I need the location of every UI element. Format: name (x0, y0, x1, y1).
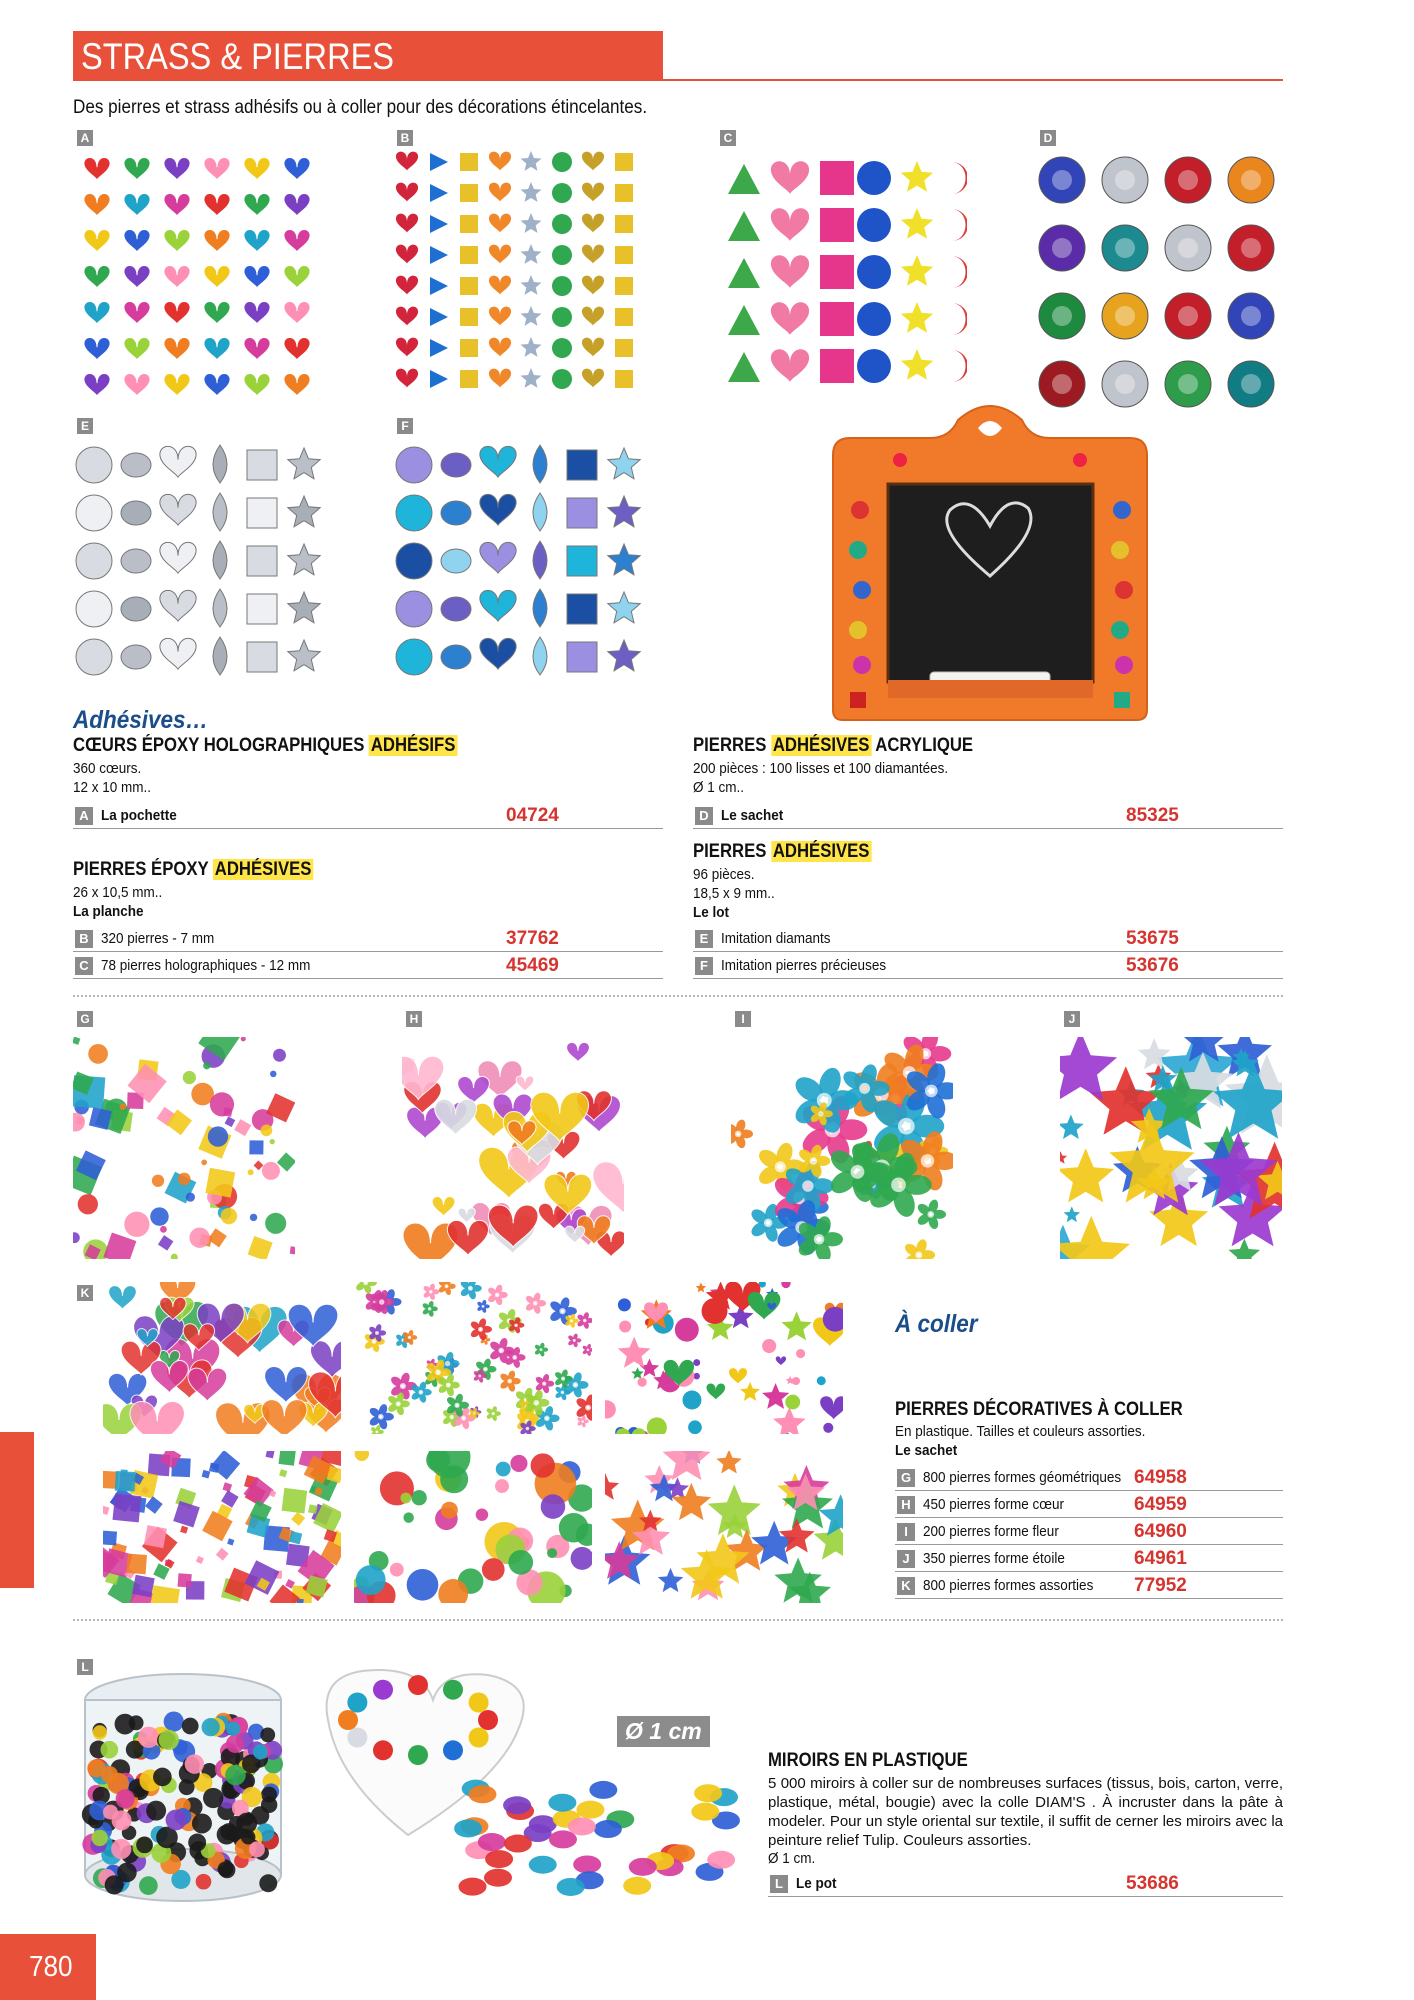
heart-gem (84, 230, 110, 253)
row-label: 78 pierres holographiques - 12 mm (101, 957, 311, 974)
title-epoxy (73, 859, 313, 881)
heart-gem (204, 266, 230, 289)
divider-2 (73, 1619, 1283, 1621)
row-j (895, 1545, 1283, 1572)
row-letter: E (695, 930, 713, 948)
heart-gem (284, 374, 310, 397)
row-letter: B (75, 930, 93, 948)
row-letter: G (897, 1469, 915, 1487)
row-b (73, 925, 663, 952)
side-tab (0, 1432, 34, 1588)
letter-i: I (735, 1011, 751, 1027)
desc-adhesives96-2: 18,5 x 9 mm.. (693, 885, 775, 902)
title-decoratives: PIERRES DÉCORATIVES À COLLER (895, 1399, 1183, 1420)
letter-c: C (720, 130, 736, 146)
letter-g: G (77, 1011, 93, 1027)
divider-1 (73, 995, 1283, 997)
desc-decoratives-1: En plastique. Tailles et couleurs assorties. (895, 1423, 1146, 1440)
product-code: 45469 (506, 955, 559, 976)
row-label: 350 pierres forme étoile (923, 1550, 1065, 1567)
heart-gem (284, 266, 310, 289)
intro-text: Des pierres et strass adhésifs ou à coller pour des décorations étincelantes. (73, 97, 648, 118)
row-label: Imitation pierres précieuses (721, 957, 887, 974)
product-code: 53675 (1126, 928, 1179, 949)
heart-gem (164, 194, 190, 217)
heart-gem (284, 194, 310, 217)
desc-coeurs-2: 12 x 10 mm.. (73, 779, 152, 796)
letter-e: E (77, 418, 93, 434)
desc-adhesives96-1: 96 pièces. (693, 866, 755, 883)
page-title: STRASS & PIERRES (81, 36, 395, 77)
heart-gem (124, 230, 150, 253)
heart-gem (244, 230, 270, 253)
photo-k-assortis (605, 1282, 843, 1434)
heart-gem (204, 302, 230, 325)
photo-ardoise (830, 400, 1150, 725)
desc-coeurs-1: 360 cœurs. (73, 760, 142, 777)
heart-gem (84, 158, 110, 181)
desc-miroirs-2: Ø 1 cm. (768, 1850, 816, 1867)
row-label: 800 pierres formes assorties (923, 1577, 1094, 1594)
row-letter: L (770, 1875, 788, 1893)
row-h (895, 1491, 1283, 1518)
row-letter: C (75, 957, 93, 975)
row-f (693, 952, 1283, 979)
heart-gem (244, 374, 270, 397)
heart-gem (84, 302, 110, 325)
product-code: 37762 (506, 928, 559, 949)
heart-gem (204, 158, 230, 181)
photo-geometriques-g (73, 1037, 295, 1259)
letter-k: K (77, 1285, 93, 1301)
photo-coeurs-h (402, 1037, 624, 1259)
heart-gem (164, 230, 190, 253)
row-letter: H (897, 1496, 915, 1514)
heart-gem (164, 158, 190, 181)
decoratives-table (895, 1464, 1283, 1599)
product-code: 85325 (1126, 805, 1179, 826)
heart-gem (124, 302, 150, 325)
desc-decoratives-2: Le sachet (895, 1442, 958, 1459)
letter-j: J (1064, 1011, 1080, 1027)
heart-gem (284, 338, 310, 361)
section-a-coller: À coller (895, 1310, 978, 1338)
photo-pierres-b (395, 150, 650, 405)
title-bar (73, 31, 663, 81)
photo-etoiles-j (1060, 1037, 1282, 1259)
title-coeurs (73, 735, 457, 757)
row-k (895, 1572, 1283, 1599)
product-code: 64959 (1134, 1494, 1187, 1515)
title-adhesives96-main: PIERRES (693, 841, 767, 862)
photo-k-coeurs (103, 1282, 341, 1434)
title-adhesives96-hl: ADHÉSIVES (772, 841, 870, 862)
title-epoxy-hl: ADHÉSIVES (214, 859, 312, 880)
row-label: 450 pierres forme cœur (923, 1496, 1065, 1513)
desc-acrylique-2: Ø 1 cm.. (693, 779, 745, 796)
photo-k-fleurs (354, 1282, 592, 1434)
heart-gem (284, 158, 310, 181)
row-label: 200 pierres forme fleur (923, 1523, 1059, 1540)
heart-gem (284, 230, 310, 253)
row-l (768, 1870, 1283, 1897)
row-label: La pochette (101, 807, 177, 824)
row-label: Imitation diamants (721, 930, 831, 947)
row-label: 800 pierres formes géométriques (923, 1469, 1122, 1486)
heart-gem (204, 338, 230, 361)
photo-k-etoiles (605, 1451, 843, 1603)
photo-pierres-c (712, 150, 967, 405)
letter-h: H (406, 1011, 422, 1027)
heart-gem (244, 266, 270, 289)
title-coeurs-hl: ADHÉSIFS (370, 735, 456, 756)
row-letter: D (695, 807, 713, 825)
heart-gem (164, 302, 190, 325)
page-number: 780 (29, 1951, 73, 1983)
row-letter: K (897, 1577, 915, 1595)
row-c (73, 952, 663, 979)
heart-gem (84, 338, 110, 361)
section-adhesives: Adhésives… (73, 706, 209, 734)
row-g (895, 1464, 1283, 1491)
photo-precieuses-f (392, 440, 647, 690)
photo-pierres-d (1030, 150, 1290, 415)
heart-gem (84, 194, 110, 217)
heart-gem (124, 158, 150, 181)
title-miroirs: MIROIRS EN PLASTIQUE (768, 1750, 968, 1771)
title-coeurs-main: CŒURS ÉPOXY HOLOGRAPHIQUES (73, 735, 365, 756)
heart-gem (124, 266, 150, 289)
photo-k-carres (103, 1451, 341, 1603)
desc-miroirs: 5 000 miroirs à coller sur de nombreuses surfaces (tissus, bois, carton, verre, plastique, métal, bougie) avec la colle DIAM'S . À incruster dans la pâte à modeler. Pour un style oriental sur textile, il suffit de cerner les miroirs avec la peinture relief Tulip. Couleurs assorties. (768, 1775, 1283, 1849)
photo-miroirs (78, 1660, 748, 1910)
row-letter: I (897, 1523, 915, 1541)
heart-gem (124, 374, 150, 397)
page-number-box (0, 1934, 96, 2000)
diameter-badge: Ø 1 cm (617, 1716, 710, 1747)
title-acrylique-main: PIERRES (693, 735, 767, 756)
row-i (895, 1518, 1283, 1545)
product-code: 04724 (506, 805, 559, 826)
letter-l: L (77, 1659, 93, 1675)
heart-gem (244, 302, 270, 325)
photo-k-ronds (354, 1451, 592, 1603)
desc-acrylique-1: 200 pièces : 100 lisses et 100 diamantées. (693, 760, 949, 777)
row-letter: F (695, 957, 713, 975)
product-code: 53686 (1126, 1873, 1179, 1894)
product-code: 53676 (1126, 955, 1179, 976)
heart-gem (204, 194, 230, 217)
letter-b: B (397, 130, 413, 146)
product-code: 64960 (1134, 1521, 1187, 1542)
heart-gem (204, 374, 230, 397)
row-label: Le pot (796, 1875, 837, 1892)
row-label: Le sachet (721, 807, 784, 824)
row-letter: J (897, 1550, 915, 1568)
photo-fleurs-i (731, 1037, 953, 1259)
letter-f: F (397, 418, 413, 434)
title-epoxy-main: PIERRES ÉPOXY (73, 859, 209, 880)
heart-gem (164, 338, 190, 361)
heart-gem (164, 266, 190, 289)
desc-epoxy-1: 26 x 10,5 mm.. (73, 884, 163, 901)
row-letter: A (75, 807, 93, 825)
heart-gem (244, 338, 270, 361)
photo-coeurs-a (77, 150, 327, 405)
row-a (73, 802, 663, 829)
desc-epoxy-2: La planche (73, 903, 144, 920)
photo-diamants-e (72, 440, 327, 690)
title-rule (663, 79, 1283, 81)
title-acrylique-end: ACRYLIQUE (875, 735, 974, 756)
row-e (693, 925, 1283, 952)
heart-gem (244, 194, 270, 217)
heart-gem (84, 374, 110, 397)
heart-gem (84, 266, 110, 289)
heart-gem (244, 158, 270, 181)
letter-d: D (1040, 130, 1056, 146)
title-acrylique-hl: ADHÉSIVES (772, 735, 870, 756)
heart-gem (284, 302, 310, 325)
heart-gem (164, 374, 190, 397)
product-code: 64958 (1134, 1467, 1187, 1488)
product-code: 64961 (1134, 1548, 1187, 1569)
product-code: 77952 (1134, 1575, 1187, 1596)
row-label: 320 pierres - 7 mm (101, 930, 215, 947)
heart-gem (124, 194, 150, 217)
heart-gem (124, 338, 150, 361)
desc-adhesives96-3: Le lot (693, 904, 729, 921)
row-d (693, 802, 1283, 829)
title-acrylique (693, 735, 973, 757)
heart-gem (204, 230, 230, 253)
title-adhesives96 (693, 841, 871, 863)
letter-a: A (77, 130, 93, 146)
